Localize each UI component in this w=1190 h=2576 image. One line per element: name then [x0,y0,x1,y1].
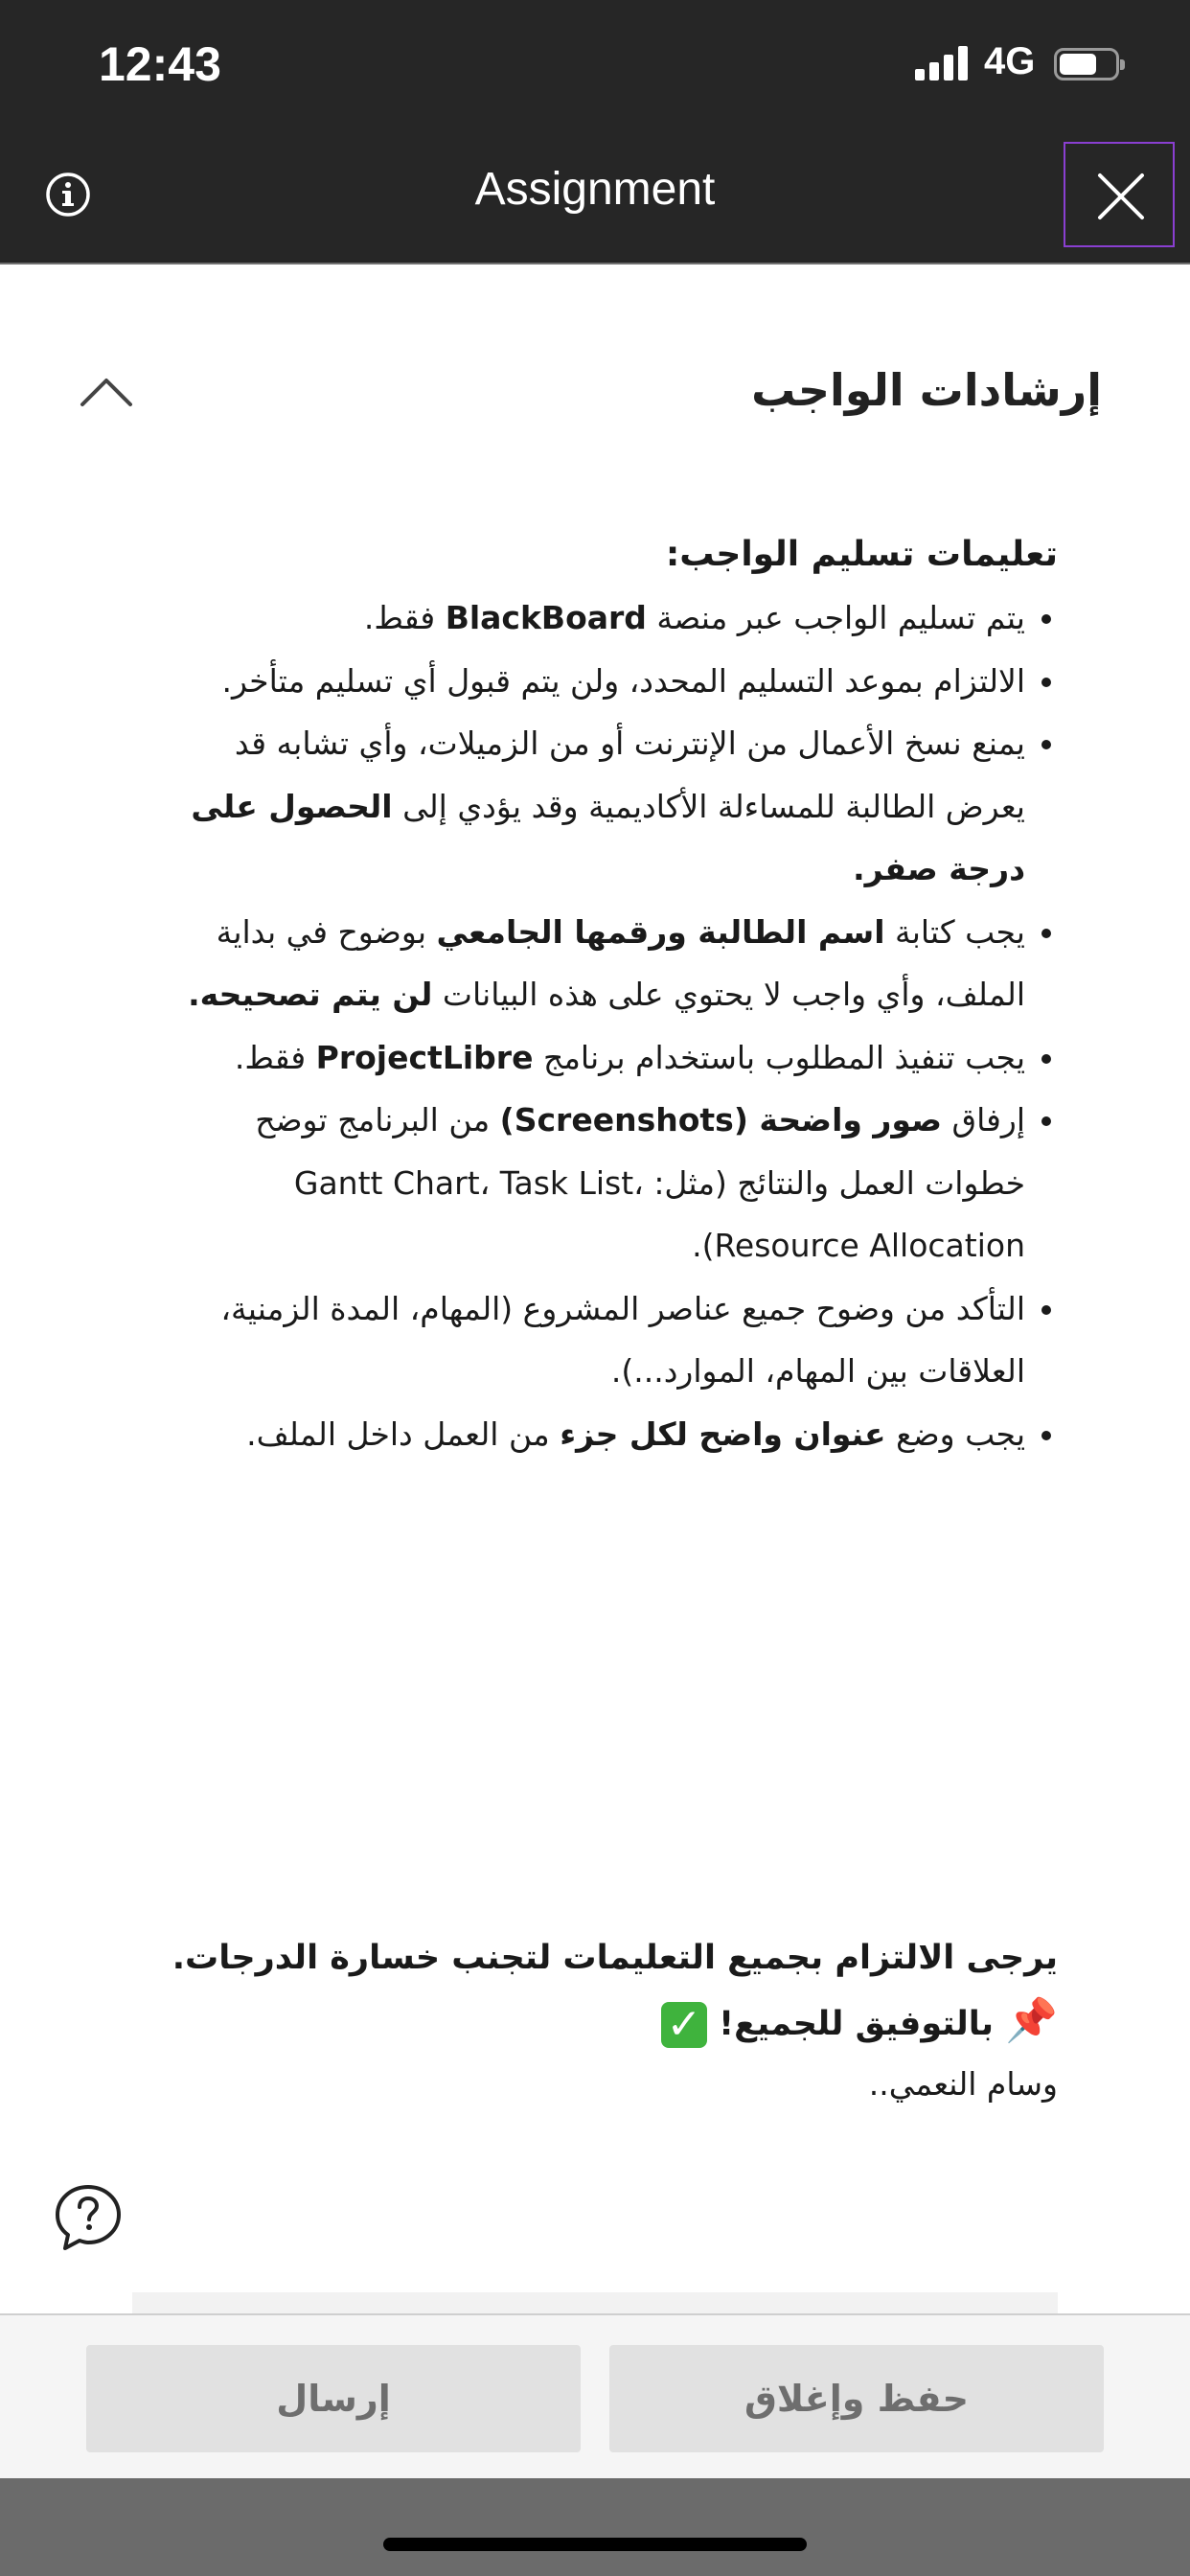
section-heading: إرشادات الواجب [751,364,1102,416]
rule-emphasis: ProjectLibre [315,1038,534,1076]
closing-note [61,1926,1058,2113]
list-item [157,1277,1025,1403]
save-close-button[interactable]: حفظ وإغلاق [609,2345,1104,2452]
list-item [157,1026,1025,1090]
rule-text: الالتزام بموعد التسليم المحدد، ولن يتم قبول أي تسليم متأخر. [221,661,1025,700]
rule-text: يجب كتابة [884,912,1025,951]
rule-text: ). [692,1227,715,1264]
check-icon: ✓ [661,2002,707,2048]
closing-line: يرجى الالتزام بجميع التعليمات لتجنب خسارة الدرجات. [172,1939,1058,1977]
send-button[interactable]: إرسال [86,2345,581,2452]
signature: وسام النعمي.. [868,2065,1058,2103]
footer-bar [0,2315,1190,2478]
rule-emphasis: BlackBoard [445,599,647,636]
instructions-panel [0,264,1190,2313]
list-item [157,901,1025,1026]
rule-emphasis: اسم الطالبة ورقمها الجامعي [436,912,885,951]
battery-icon [1054,48,1119,80]
good-luck-text: بالتوفيق للجميع! [719,2005,995,2043]
page-title: Assignment [474,164,716,215]
rule-emphasis: الحصول على درجة صفر. [191,787,1025,887]
list-item [157,650,1025,713]
attachment-area [132,2292,1058,2313]
help-icon [52,2181,125,2254]
rule-text: Gantt Chart، Task List، Resource Allocation [293,1163,1025,1264]
rules-list [157,586,1058,1465]
close-icon [1096,172,1146,221]
status-bar [0,0,1190,130]
list-item [157,1403,1025,1466]
instructions-body [157,523,1058,1465]
rule-text: يمنع نسخ الأعمال من الإنترنت أو من الزميلات، وأي تشابه قد يعرض الطالبة للمساءلة الأكاديمية وقد يؤدي إلى [234,724,1025,825]
list-item [157,712,1025,901]
rule-text: يتم تسليم الواجب عبر منصة [646,599,1025,636]
rule-text: إرفاق [941,1101,1025,1138]
instructions-title: تعليمات تسليم الواجب: [665,535,1058,574]
list-item [157,1089,1025,1277]
rule-text: يجب وضع [885,1414,1025,1453]
network-type: 4G [984,40,1036,82]
signal-icon [915,46,971,80]
rule-text: بوضوح في بداية الملف، وأي واجب لا يحتوي على هذه البيانات [216,912,1025,1013]
chevron-up-icon [77,372,136,410]
home-indicator[interactable] [383,2538,807,2551]
pin-icon: 📌 [1005,1996,1058,2045]
rule-emphasis: عنوان واضح لكل جزء [560,1414,886,1453]
close-button[interactable] [1064,142,1175,247]
rule-text: فقط. [363,599,446,636]
good-luck-line [61,1990,1058,2056]
status-time: 12:43 [99,37,221,91]
collapse-button[interactable] [77,372,136,410]
rule-text: يجب تنفيذ المطلوب باستخدام برنامج [533,1038,1025,1076]
rule-text: من العمل داخل الملف. [246,1414,561,1453]
home-indicator-area [0,2478,1190,2576]
help-button[interactable] [52,2181,125,2254]
rule-emphasis: صور واضحة (Screenshots) [499,1101,942,1138]
list-item [157,586,1025,650]
rule-text: من البرنامج توضح خطوات العمل والنتائج (مثل: [255,1101,1025,1202]
rule-text: فقط. [234,1038,316,1076]
rule-emphasis: لن يتم تصحيحه. [188,976,433,1013]
app-header [0,130,1190,263]
rule-text: التأكد من وضوح جميع عناصر المشروع (المهام، المدة الزمنية، العلاقات بين المهام، الموارد...). [220,1289,1025,1390]
